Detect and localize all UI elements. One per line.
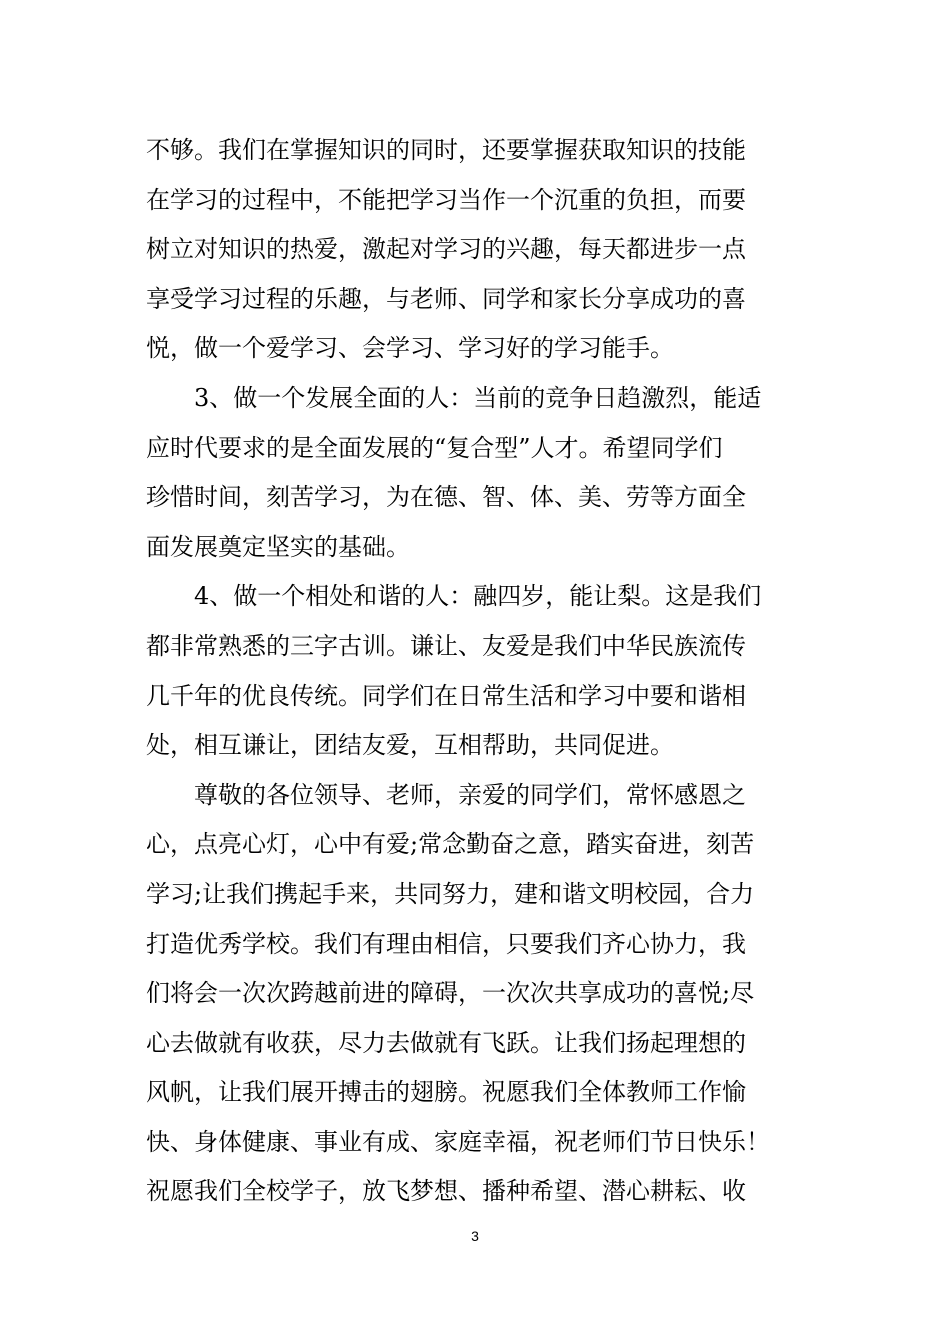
- text-line: 树立对知识的热爱，激起对学习的兴趣，每天都进步一点: [146, 235, 746, 264]
- body-text: [146, 126, 816, 1217]
- text-line: 打造优秀学校。我们有理由相信，只要我们齐心协力，我: [146, 929, 746, 958]
- text-line: 几千年的优良传统。同学们在日常生活和学习中要和谐相: [146, 681, 746, 710]
- text-line: 不够。我们在掌握知识的同时，还要掌握获取知识的技能: [146, 136, 746, 164]
- text-line: 3、做一个发展全面的人：当前的竞争日趋激烈，能适: [146, 383, 762, 412]
- text-line: 尊敬的各位领导、老师，亲爱的同学们，常怀感恩之: [146, 780, 746, 809]
- text-line: 面发展奠定坚实的基础。: [146, 532, 410, 561]
- text-line: 风帆，让我们展开搏击的翅膀。祝愿我们全体教师工作愉: [146, 1078, 746, 1107]
- text-line: 珍惜时间，刻苦学习，为在德、智、体、美、劳等方面全: [146, 483, 746, 512]
- text-line: 悦，做一个爱学习、会学习、学习好的学习能手。: [146, 334, 674, 363]
- text-line: 享受学习过程的乐趣，与老师、同学和家长分享成功的喜: [146, 284, 746, 313]
- text-line: 4、做一个相处和谐的人：融四岁，能让梨。这是我们: [146, 582, 762, 611]
- page-number: 3: [471, 1228, 479, 1244]
- text-line: 心，点亮心灯，心中有爱;常念勤奋之意，踏实奋进，刻苦: [146, 830, 755, 859]
- text-line: 应时代要求的是全面发展的“复合型”人才。希望同学们: [146, 433, 723, 462]
- text-line: 祝愿我们全校学子，放飞梦想、播种希望、潜心耕耘、收: [146, 1177, 746, 1206]
- text-line: 们将会一次次跨越前进的障碍，一次次共享成功的喜悦;尽: [146, 979, 755, 1008]
- text-line: 心去做就有收获，尽力去做就有飞跃。让我们扬起理想的: [146, 1028, 746, 1057]
- text-line: 在学习的过程中，不能把学习当作一个沉重的负担，而要: [146, 185, 746, 214]
- text-line: 快、身体健康、事业有成、家庭幸福，祝老师们节日快乐！: [146, 1127, 770, 1156]
- text-line: 处，相互谦让，团结友爱，互相帮助，共同促进。: [146, 731, 674, 760]
- text-line: 都非常熟悉的三字古训。谦让、友爱是我们中华民族流传: [146, 631, 746, 660]
- text-line: 学习;让我们携起手来，共同努力，建和谐文明校园，合力: [146, 879, 755, 908]
